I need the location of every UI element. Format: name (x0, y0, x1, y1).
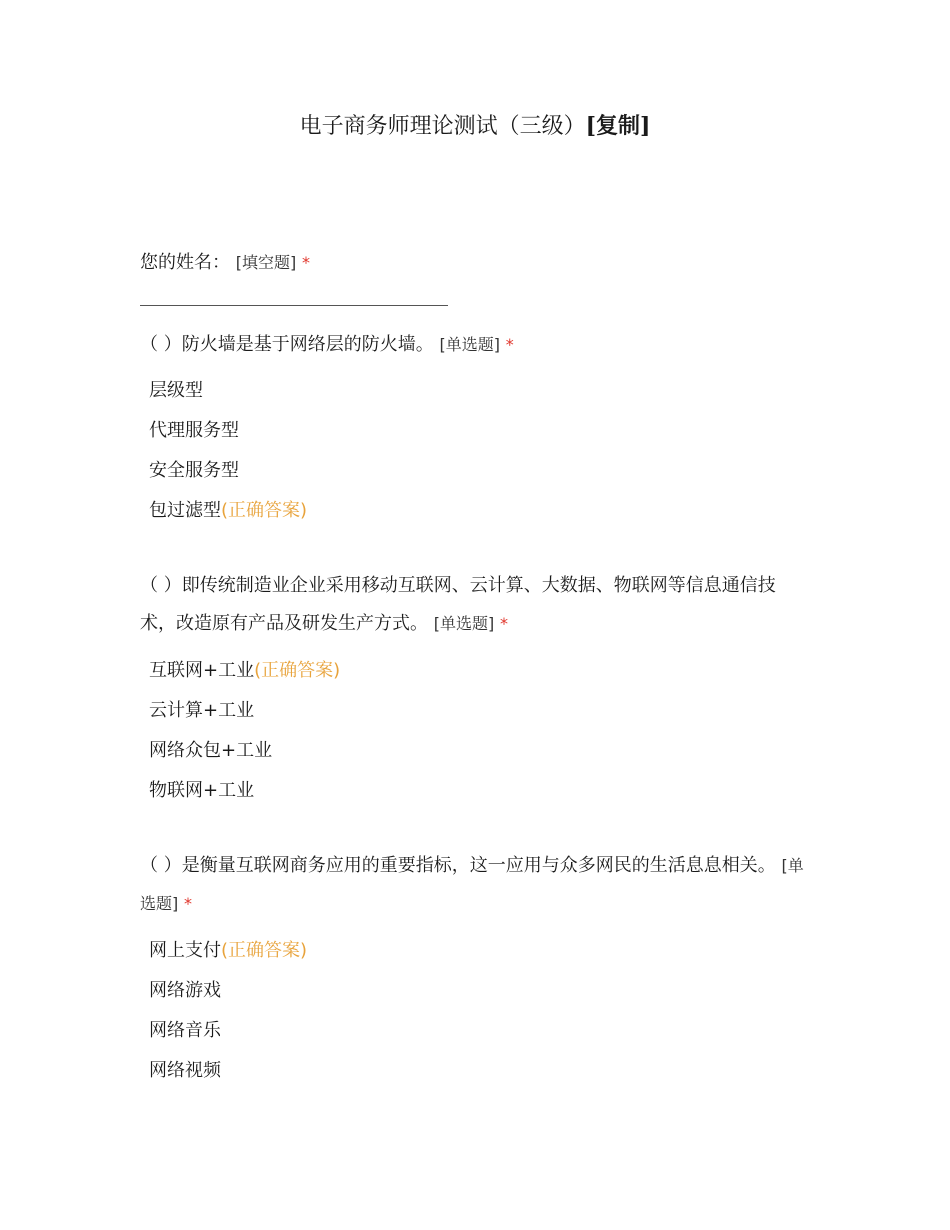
option-item (140, 971, 810, 1011)
question-type: [单选题] (433, 614, 495, 633)
question-2 (140, 567, 810, 811)
option-label: 网络游戏 (149, 980, 221, 1001)
option-item (140, 691, 810, 731)
question-type: [单选题] (140, 856, 804, 913)
option-item (140, 451, 810, 491)
option-list (140, 651, 810, 811)
question-text (140, 847, 810, 923)
title-text: 电子商务师理论测试（三级） (299, 114, 586, 139)
option-label: 网络视频 (149, 1060, 221, 1081)
correct-answer-mark: (正确答案) (221, 940, 308, 961)
correct-answer-mark: (正确答案) (254, 660, 341, 681)
copy-tag: [复制] (585, 113, 651, 139)
option-label: 云计算+工业 (149, 700, 255, 721)
question-stem: （ ）即传统制造业企业采用移动互联网、云计算、大数据、物联网等信息通信技术，改造原有产品及研发生产方式。 (140, 575, 776, 634)
option-label: 代理服务型 (149, 420, 239, 441)
option-item (140, 771, 810, 811)
question-3 (140, 847, 810, 1091)
option-item (140, 651, 810, 691)
page-title (0, 110, 950, 143)
option-label: 互联网+工业 (149, 660, 255, 681)
option-list (140, 931, 810, 1091)
option-label: 网络众包+工业 (149, 740, 273, 761)
option-item (140, 931, 810, 971)
name-answer-line (140, 305, 448, 306)
option-item (140, 731, 810, 771)
option-list (140, 371, 810, 531)
option-label: 安全服务型 (149, 460, 239, 481)
option-item (140, 1011, 810, 1051)
option-label: 包过滤型 (149, 500, 221, 521)
name-label: 您的姓名： (140, 252, 230, 273)
option-label: 网络音乐 (149, 1020, 221, 1041)
question-1 (140, 326, 810, 531)
question-stem: （ ）是衡量互联网商务应用的重要指标，这一应用与众多网民的生活息息相关。 (140, 855, 776, 876)
option-label: 层级型 (149, 380, 203, 401)
required-asterisk: * (499, 614, 508, 633)
option-item (140, 1051, 810, 1091)
option-item (140, 491, 810, 531)
correct-answer-mark: (正确答案) (221, 500, 308, 521)
name-question (140, 244, 810, 282)
option-label: 网上支付 (149, 940, 221, 961)
question-text (140, 326, 810, 364)
required-asterisk: * (183, 894, 192, 913)
required-asterisk: * (301, 253, 310, 272)
question-text (140, 567, 810, 643)
option-item (140, 411, 810, 451)
question-text (140, 244, 810, 282)
option-item (140, 371, 810, 411)
question-stem: （ ）防火墙是基于网络层的防火墙。 (140, 334, 434, 355)
required-asterisk: * (505, 335, 514, 354)
option-label: 物联网+工业 (149, 780, 255, 801)
question-type: [填空题] (235, 253, 297, 272)
question-type: [单选题] (439, 335, 500, 354)
